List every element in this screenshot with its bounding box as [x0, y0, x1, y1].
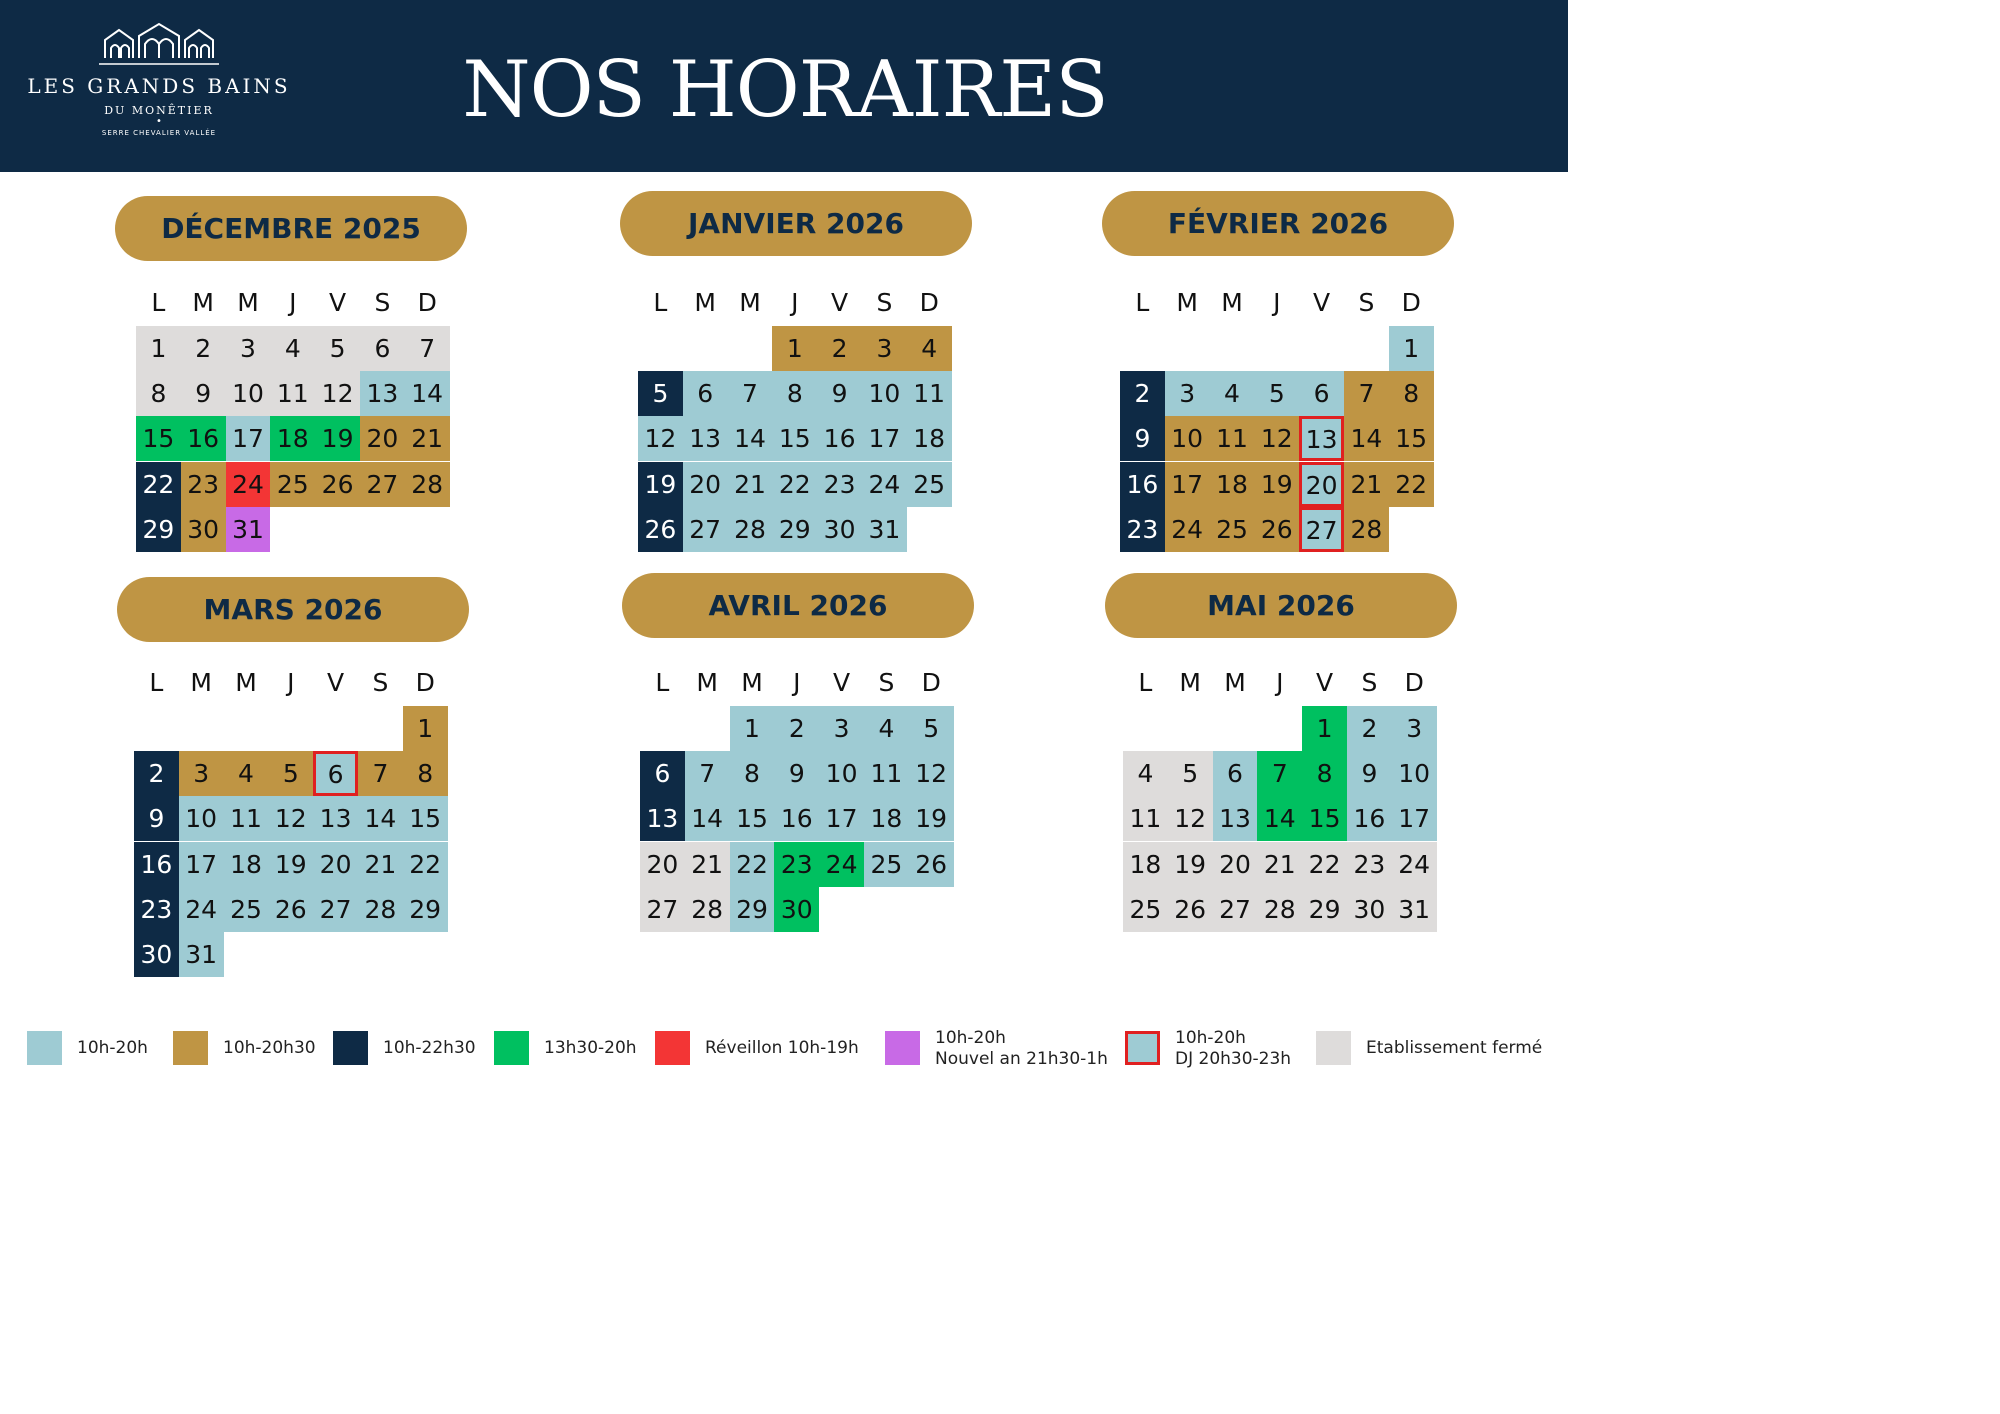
- day-cell: 10: [819, 751, 864, 796]
- legend-label: 10h-20h30: [223, 1038, 316, 1058]
- day-cell: 13: [1213, 796, 1258, 841]
- day-cell: 4: [864, 706, 909, 751]
- day-cell: 25: [1210, 507, 1255, 552]
- legend-text: [1366, 1038, 1542, 1059]
- weekday-label: J: [1276, 668, 1284, 697]
- day-cell: 21: [1344, 462, 1389, 507]
- day-cell: 20: [313, 842, 358, 887]
- day-cell: 7: [358, 751, 403, 796]
- day-cell: 17: [1165, 462, 1210, 507]
- day-cell: 19: [268, 842, 313, 887]
- day-cell: 22: [1389, 462, 1434, 507]
- day-cell: 30: [181, 507, 226, 552]
- day-cell: 29: [772, 507, 817, 552]
- weekday-label: M: [739, 288, 761, 317]
- day-cell: 9: [181, 371, 226, 416]
- day-cell: 16: [774, 796, 819, 841]
- day-cell: 16: [817, 416, 862, 461]
- day-cell: 5: [638, 371, 683, 416]
- weekday-label: L: [653, 288, 668, 317]
- legend-swatch: [655, 1031, 690, 1065]
- weekday-label: D: [919, 288, 939, 317]
- weekday-label: J: [1273, 288, 1281, 317]
- day-cell: 21: [405, 416, 450, 461]
- day-cell: 15: [772, 416, 817, 461]
- month-title: AVRIL 2026: [622, 573, 974, 638]
- day-cell: 30: [774, 887, 819, 932]
- day-cell: 30: [134, 932, 179, 977]
- day-cell: 27: [1213, 887, 1258, 932]
- day-cell: 17: [819, 796, 864, 841]
- day-cell: 31: [179, 932, 224, 977]
- day-cell: 8: [772, 371, 817, 416]
- weekday-label: D: [1404, 668, 1424, 697]
- weekday-label: M: [1176, 288, 1198, 317]
- day-cell: 28: [685, 887, 730, 932]
- day-cell: 21: [358, 842, 403, 887]
- weekday-label: V: [831, 288, 849, 317]
- day-cell: 10: [226, 371, 271, 416]
- day-cell: 23: [134, 887, 179, 932]
- weekday-label: M: [694, 288, 716, 317]
- day-cell: 26: [315, 462, 360, 507]
- day-cell: 31: [862, 507, 907, 552]
- day-cell: 29: [1302, 887, 1347, 932]
- day-cell: 7: [1344, 371, 1389, 416]
- day-cell: 13: [313, 796, 358, 841]
- day-cell: 11: [270, 371, 315, 416]
- day-cell: 20: [1299, 462, 1344, 507]
- day-cell: 3: [179, 751, 224, 796]
- day-cell: 14: [358, 796, 403, 841]
- day-cell: 1: [136, 326, 181, 371]
- day-cell: 14: [1257, 796, 1302, 841]
- day-cell: 22: [730, 842, 775, 887]
- legend-text: [383, 1038, 476, 1059]
- day-cell: 19: [315, 416, 360, 461]
- day-cell: 9: [134, 796, 179, 841]
- month-title: JANVIER 2026: [620, 191, 972, 256]
- day-cell: 7: [1257, 751, 1302, 796]
- day-cell: 24: [179, 887, 224, 932]
- logo: [24, 20, 294, 160]
- legend-swatch: [1316, 1031, 1351, 1065]
- day-cell: 9: [774, 751, 819, 796]
- day-cell: 28: [728, 507, 773, 552]
- legend-label: 10h-20h: [77, 1038, 148, 1058]
- day-cell: 16: [1120, 462, 1165, 507]
- day-cell: 21: [1257, 842, 1302, 887]
- day-cell: 16: [1347, 796, 1392, 841]
- day-cell: 15: [403, 796, 448, 841]
- day-cell: 18: [1210, 462, 1255, 507]
- day-cell: 16: [134, 842, 179, 887]
- day-cell: 27: [1299, 507, 1344, 552]
- day-cell: 24: [1165, 507, 1210, 552]
- day-cell: 17: [862, 416, 907, 461]
- day-cell: 14: [405, 371, 450, 416]
- day-cell: 15: [1389, 416, 1434, 461]
- day-cell: 31: [1392, 887, 1437, 932]
- day-cell: 13: [683, 416, 728, 461]
- day-cell: 1: [1302, 706, 1347, 751]
- day-cell: 6: [313, 751, 358, 796]
- day-cell: 8: [403, 751, 448, 796]
- day-cell: 2: [1120, 371, 1165, 416]
- weekday-label: J: [793, 668, 801, 697]
- day-cell: 8: [136, 371, 181, 416]
- day-cell: 13: [640, 796, 685, 841]
- weekday-label: M: [696, 668, 718, 697]
- day-cell: 2: [817, 326, 862, 371]
- day-cell: 18: [907, 416, 952, 461]
- day-cell: 2: [1347, 706, 1392, 751]
- day-cell: 28: [405, 462, 450, 507]
- legend-label: Réveillon 10h-19h: [705, 1038, 859, 1058]
- day-cell: 24: [226, 462, 271, 507]
- day-cell: 14: [1344, 416, 1389, 461]
- weekday-label: V: [833, 668, 851, 697]
- day-cell: 7: [405, 326, 450, 371]
- day-cell: 5: [315, 326, 360, 371]
- day-cell: 12: [315, 371, 360, 416]
- day-cell: 25: [224, 887, 269, 932]
- day-cell: 21: [685, 842, 730, 887]
- day-cell: 2: [181, 326, 226, 371]
- legend-swatch: [27, 1031, 62, 1065]
- day-cell: 20: [1213, 842, 1258, 887]
- day-cell: 11: [1210, 416, 1255, 461]
- day-cell: 7: [685, 751, 730, 796]
- day-cell: 3: [226, 326, 271, 371]
- legend-text: [223, 1038, 316, 1059]
- day-cell: 5: [1168, 751, 1213, 796]
- day-cell: 29: [403, 887, 448, 932]
- day-cell: 1: [1389, 326, 1434, 371]
- weekday-label: L: [655, 668, 670, 697]
- day-cell: 22: [136, 462, 181, 507]
- day-cell: 15: [136, 416, 181, 461]
- day-cell: 3: [1392, 706, 1437, 751]
- day-cell: 20: [360, 416, 405, 461]
- day-cell: 12: [1254, 416, 1299, 461]
- day-cell: 6: [683, 371, 728, 416]
- day-cell: 30: [1347, 887, 1392, 932]
- day-cell: 18: [224, 842, 269, 887]
- day-cell: 10: [1165, 416, 1210, 461]
- day-cell: 3: [819, 706, 864, 751]
- weekday-label: S: [372, 668, 389, 697]
- day-cell: 18: [1123, 842, 1168, 887]
- day-cell: 13: [1299, 416, 1344, 461]
- day-cell: 18: [270, 416, 315, 461]
- day-cell: 19: [638, 462, 683, 507]
- weekday-label: L: [1138, 668, 1153, 697]
- weekday-label: J: [791, 288, 799, 317]
- day-cell: 15: [1302, 796, 1347, 841]
- day-cell: 14: [685, 796, 730, 841]
- weekday-label: J: [287, 668, 295, 697]
- day-cell: 4: [907, 326, 952, 371]
- day-cell: 8: [1389, 371, 1434, 416]
- day-cell: 3: [862, 326, 907, 371]
- day-cell: 9: [1347, 751, 1392, 796]
- day-cell: 26: [1254, 507, 1299, 552]
- page-title: NOS HORAIRES: [462, 45, 1108, 135]
- day-cell: 24: [862, 462, 907, 507]
- day-cell: 12: [268, 796, 313, 841]
- legend-label: Nouvel an 21h30-1h: [935, 1049, 1108, 1069]
- weekday-label: D: [1401, 288, 1421, 317]
- day-cell: 10: [1392, 751, 1437, 796]
- month-title: MARS 2026: [117, 577, 469, 642]
- month-title: FÉVRIER 2026: [1102, 191, 1454, 256]
- weekday-label: D: [417, 288, 437, 317]
- logo-subtitle: DU MONÊTIER: [104, 104, 214, 117]
- day-cell: 23: [1347, 842, 1392, 887]
- legend-text: [544, 1038, 637, 1059]
- day-cell: 5: [1254, 371, 1299, 416]
- legend-label: 10h-20h: [935, 1028, 1006, 1048]
- day-cell: 28: [1257, 887, 1302, 932]
- day-cell: 13: [360, 371, 405, 416]
- day-cell: 6: [1213, 751, 1258, 796]
- weekday-label: M: [190, 668, 212, 697]
- day-cell: 19: [909, 796, 954, 841]
- weekday-label: J: [289, 288, 297, 317]
- weekday-label: V: [329, 288, 347, 317]
- day-cell: 12: [1168, 796, 1213, 841]
- day-cell: 26: [268, 887, 313, 932]
- day-cell: 5: [268, 751, 313, 796]
- month-title: MAI 2026: [1105, 573, 1457, 638]
- logo-region: SERRE CHEVALIER VALLÉE: [101, 129, 217, 137]
- legend-swatch: [494, 1031, 529, 1065]
- day-cell: 19: [1254, 462, 1299, 507]
- day-cell: 4: [1210, 371, 1255, 416]
- weekday-label: M: [1221, 288, 1243, 317]
- weekday-label: V: [327, 668, 345, 697]
- day-cell: 7: [728, 371, 773, 416]
- day-cell: 30: [817, 507, 862, 552]
- weekday-label: V: [1316, 668, 1334, 697]
- day-cell: 22: [772, 462, 817, 507]
- day-cell: 20: [683, 462, 728, 507]
- day-cell: 11: [1123, 796, 1168, 841]
- day-cell: 4: [1123, 751, 1168, 796]
- legend-swatch: [885, 1031, 920, 1065]
- weekday-label: M: [237, 288, 259, 317]
- day-cell: 4: [270, 326, 315, 371]
- day-cell: 25: [1123, 887, 1168, 932]
- day-cell: 9: [1120, 416, 1165, 461]
- day-cell: 1: [772, 326, 817, 371]
- weekday-label: V: [1313, 288, 1331, 317]
- day-cell: 11: [864, 751, 909, 796]
- weekday-label: D: [921, 668, 941, 697]
- day-cell: 9: [817, 371, 862, 416]
- month-title: DÉCEMBRE 2025: [115, 196, 467, 261]
- day-cell: 24: [819, 842, 864, 887]
- logo-name: LES GRANDS BAINS: [27, 74, 291, 98]
- day-cell: 17: [226, 416, 271, 461]
- day-cell: 11: [224, 796, 269, 841]
- day-cell: 10: [179, 796, 224, 841]
- day-cell: 22: [403, 842, 448, 887]
- day-cell: 8: [730, 751, 775, 796]
- day-cell: 5: [909, 706, 954, 751]
- day-cell: 10: [862, 371, 907, 416]
- legend-label: 10h-22h30: [383, 1038, 476, 1058]
- day-cell: 12: [909, 751, 954, 796]
- day-cell: 21: [728, 462, 773, 507]
- legend-text: [705, 1038, 859, 1059]
- day-cell: 23: [817, 462, 862, 507]
- day-cell: 3: [1165, 371, 1210, 416]
- day-cell: 27: [640, 887, 685, 932]
- weekday-label: S: [374, 288, 391, 317]
- day-cell: 28: [1344, 507, 1389, 552]
- day-cell: 12: [638, 416, 683, 461]
- legend-text: [1175, 1028, 1291, 1070]
- day-cell: 29: [136, 507, 181, 552]
- day-cell: 11: [907, 371, 952, 416]
- day-cell: 26: [1168, 887, 1213, 932]
- weekday-label: S: [878, 668, 895, 697]
- weekday-label: L: [1135, 288, 1150, 317]
- weekday-label: M: [1224, 668, 1246, 697]
- weekday-label: M: [741, 668, 763, 697]
- day-cell: 25: [270, 462, 315, 507]
- weekday-label: M: [1179, 668, 1201, 697]
- building-arches-icon: [99, 20, 219, 66]
- day-cell: 17: [179, 842, 224, 887]
- day-cell: 2: [774, 706, 819, 751]
- day-cell: 25: [907, 462, 952, 507]
- day-cell: 24: [1392, 842, 1437, 887]
- weekday-label: S: [1358, 288, 1375, 317]
- legend-swatch: [173, 1031, 208, 1065]
- day-cell: 25: [864, 842, 909, 887]
- logo-separator: •: [156, 116, 162, 127]
- weekday-label: L: [151, 288, 166, 317]
- day-cell: 26: [638, 507, 683, 552]
- legend-text: [77, 1038, 148, 1059]
- day-cell: 27: [683, 507, 728, 552]
- weekday-label: S: [1361, 668, 1378, 697]
- weekday-label: M: [235, 668, 257, 697]
- day-cell: 16: [181, 416, 226, 461]
- day-cell: 31: [226, 507, 271, 552]
- day-cell: 26: [909, 842, 954, 887]
- legend-label: 10h-20h: [1175, 1028, 1246, 1048]
- day-cell: 4: [224, 751, 269, 796]
- day-cell: 23: [774, 842, 819, 887]
- day-cell: 22: [1302, 842, 1347, 887]
- day-cell: 20: [640, 842, 685, 887]
- day-cell: 1: [730, 706, 775, 751]
- day-cell: 6: [1299, 371, 1344, 416]
- day-cell: 6: [640, 751, 685, 796]
- day-cell: 14: [728, 416, 773, 461]
- legend-label: 13h30-20h: [544, 1038, 637, 1058]
- weekday-label: S: [876, 288, 893, 317]
- day-cell: 2: [134, 751, 179, 796]
- weekday-label: L: [149, 668, 164, 697]
- day-cell: 27: [360, 462, 405, 507]
- legend-swatch: [1125, 1031, 1160, 1065]
- header-banner: [0, 0, 1568, 172]
- day-cell: 15: [730, 796, 775, 841]
- day-cell: 8: [1302, 751, 1347, 796]
- day-cell: 23: [1120, 507, 1165, 552]
- legend-swatch: [333, 1031, 368, 1065]
- day-cell: 28: [358, 887, 403, 932]
- weekday-label: M: [192, 288, 214, 317]
- legend-label: DJ 20h30-23h: [1175, 1049, 1292, 1069]
- day-cell: 19: [1168, 842, 1213, 887]
- legend-label: Etablissement fermé: [1366, 1038, 1543, 1058]
- day-cell: 29: [730, 887, 775, 932]
- day-cell: 23: [181, 462, 226, 507]
- day-cell: 27: [313, 887, 358, 932]
- day-cell: 1: [403, 706, 448, 751]
- day-cell: 18: [864, 796, 909, 841]
- day-cell: 6: [360, 326, 405, 371]
- legend-text: [935, 1028, 1108, 1070]
- weekday-label: D: [415, 668, 435, 697]
- day-cell: 17: [1392, 796, 1437, 841]
